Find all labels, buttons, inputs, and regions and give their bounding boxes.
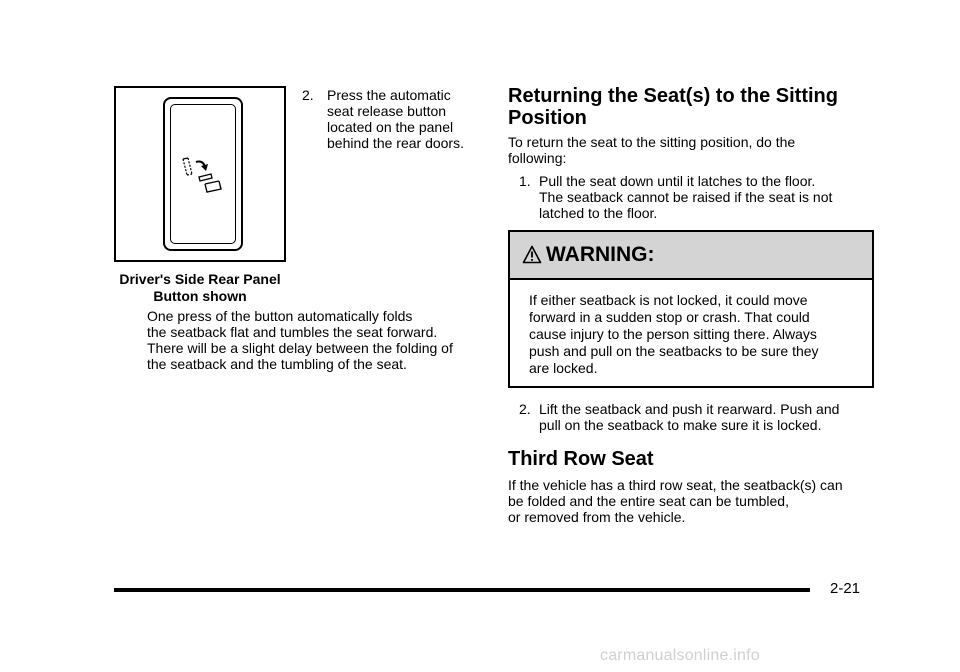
text-line: To return the seat to the sitting position, do the [508, 134, 796, 150]
text-line: located on the panel [327, 119, 454, 135]
text-line: Press the automatic [327, 87, 451, 103]
caption-line: Driver's Side Rear Panel [119, 271, 281, 287]
figure-caption [110, 271, 290, 305]
warning-header [510, 232, 872, 280]
text-line: If either seatback is not locked, it could move [529, 292, 808, 308]
text-line: are locked. [529, 360, 598, 376]
text-line: or removed from the vehicle. [508, 509, 686, 525]
page-number: 2-21 [830, 580, 861, 597]
warning-text [529, 292, 859, 377]
text-line: seat release button [327, 103, 447, 119]
section-heading-returning-seat [508, 85, 868, 129]
warning-triangle-icon [522, 245, 542, 264]
intro-paragraph [508, 134, 858, 166]
text-line: behind the rear doors. [327, 135, 464, 151]
rear-panel-graphic [163, 97, 243, 251]
text-line: the seatback flat and tumbles the seat forward. [147, 324, 438, 340]
seat-release-illustration [114, 86, 286, 262]
text-line: following: [508, 150, 567, 166]
footer-rule [114, 588, 810, 592]
heading-line: Position [508, 107, 587, 129]
text-line: be folded and the entire seat can be tumbled, [508, 493, 789, 509]
caption-line: Button shown [153, 288, 247, 304]
watermark: carmanualsonline.info [600, 647, 760, 664]
third-row-paragraph [508, 477, 868, 525]
text-line: If the vehicle has a third row seat, the seatback(s) can [508, 477, 843, 493]
text-line: There will be a slight delay between the folding of [147, 340, 453, 356]
step-number: 2. [302, 87, 314, 103]
step-number: 1. [519, 173, 531, 189]
text-line: pull on the seatback to make sure it is locked. [539, 417, 822, 433]
seat-fold-icon [181, 157, 227, 197]
text-line: the seatback and the tumbling of the seat. [147, 356, 407, 372]
text-line: forward in a sudden stop or crash. That could [529, 309, 810, 325]
text-line: One press of the button automatically folds [147, 308, 413, 324]
step-text [539, 401, 869, 433]
text-line: Lift the seatback and push it rearward. Push and [539, 401, 840, 417]
text-line: cause injury to the person sitting there. Always [529, 326, 817, 342]
step-number: 2. [519, 401, 531, 417]
fold-description-paragraph [147, 308, 487, 372]
text-line: Pull the seat down until it latches to the floor. [539, 173, 816, 189]
warning-title: WARNING: [546, 243, 655, 266]
step-text [327, 87, 497, 151]
text-line: The seatback cannot be raised if the seat is not [539, 189, 833, 205]
section-heading-third-row-seat: Third Row Seat [508, 448, 654, 470]
text-line: push and pull on the seatbacks to be sure they [529, 343, 819, 359]
warning-box [508, 230, 874, 388]
seat-release-button-graphic [170, 104, 236, 244]
text-line: latched to the floor. [539, 205, 658, 221]
step-text [539, 173, 869, 221]
heading-line: Returning the Seat(s) to the Sitting [508, 85, 838, 107]
